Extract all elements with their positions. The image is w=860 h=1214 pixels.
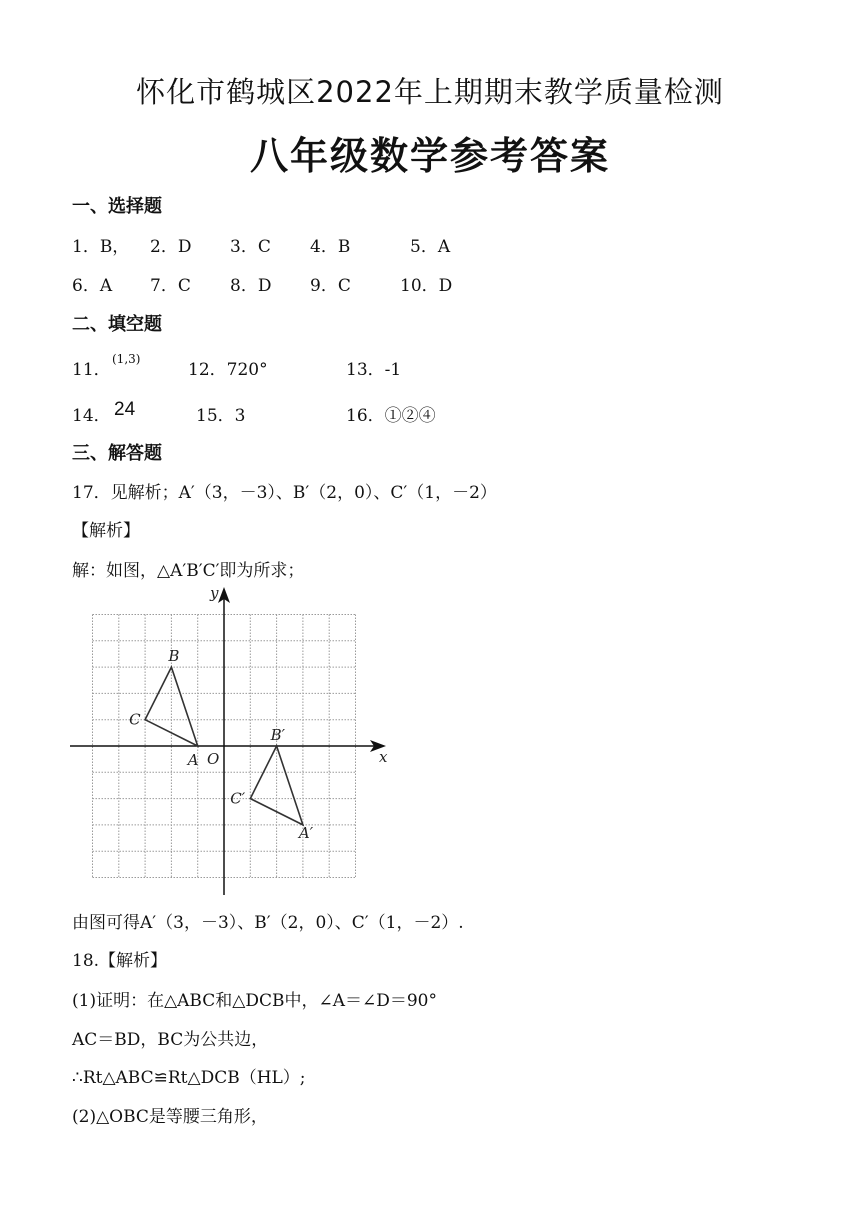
point-labels (129, 647, 314, 842)
section-heading-choice: 一、选择题 (72, 196, 162, 217)
point-label-b: B (168, 647, 180, 666)
q17-conclusion (72, 908, 464, 933)
q17-answer (72, 478, 497, 503)
choice-answer: 4．B (310, 237, 351, 257)
q17-coord: A′（3，－3）、 (178, 483, 293, 503)
choice-answer: 2．D (150, 237, 192, 257)
q17-coord: C′（1，－2）. (351, 913, 464, 933)
choice-answer: 6．A (72, 276, 113, 296)
fill-answer: 11． (72, 360, 111, 380)
q18-line-2: AC＝BD，BC为公共边， (72, 1030, 269, 1050)
point-label-b1: B′ (270, 726, 286, 744)
choice-answer: 3．C (230, 237, 271, 257)
q17-coord: C′（1，－2） (390, 483, 497, 503)
fill-answer: 16．①②④ (346, 406, 436, 426)
q18-line-4: (2)△OBC是等腰三角形， (72, 1107, 268, 1127)
choice-answer: 10．D (400, 276, 453, 296)
q17-conclusion-prefix: 由图可得 (72, 913, 140, 933)
y-axis-label: y (210, 584, 219, 602)
q17-coord: B′（2，0）、 (292, 483, 391, 503)
choice-answer: 7．C (150, 276, 191, 296)
fill-answer: 12．720° (188, 360, 268, 380)
fill-answer: 15．3 (196, 406, 246, 426)
point-label-c: C (129, 710, 141, 729)
choice-answer: 5．A (410, 237, 451, 257)
point-label-a1: A′ (298, 823, 314, 842)
q18-title: 18.【解析】 (72, 951, 168, 971)
choice-answer: 8．D (230, 276, 272, 296)
choice-answer: 1．B， (72, 237, 130, 257)
point-label-a: A (187, 751, 199, 769)
fill-answer: 14． (72, 406, 111, 426)
coordinate-figure (68, 583, 398, 901)
fill-answer-formula: 24 (114, 399, 136, 420)
q18-line-3: ∴Rt△ABC≌Rt△DCB（HL）; (72, 1068, 306, 1088)
section-heading-solution: 三、解答题 (72, 443, 162, 464)
fill-answer-formula: (1,3) (112, 352, 141, 366)
q17-jiexi-label: 【解析】 (72, 521, 140, 541)
point-label-c1: C′ (230, 789, 246, 808)
document-title: 怀化市鹤城区2022年上期期末教学质量检测 (136, 75, 724, 109)
q18-line-1: (1)证明：在△ABC和△DCB中，∠A＝∠D＝90° (72, 991, 437, 1011)
origin-label: O (207, 750, 220, 768)
document-subtitle: 八年级数学参考答案 (249, 134, 610, 178)
q17-solution-line: 解：如图，△A′B′C′即为所求； (72, 561, 305, 581)
choice-answer: 9．C (310, 276, 351, 296)
x-axis-label: x (379, 748, 388, 766)
fill-answer: 13．-1 (346, 360, 402, 380)
q17-coord: A′（3，－3）、 (140, 913, 255, 933)
section-heading-fill: 二、填空题 (72, 314, 162, 335)
q17-answer-prefix: 17．见解析； (72, 483, 179, 503)
q17-coord: B′（2，0）、 (254, 913, 352, 933)
